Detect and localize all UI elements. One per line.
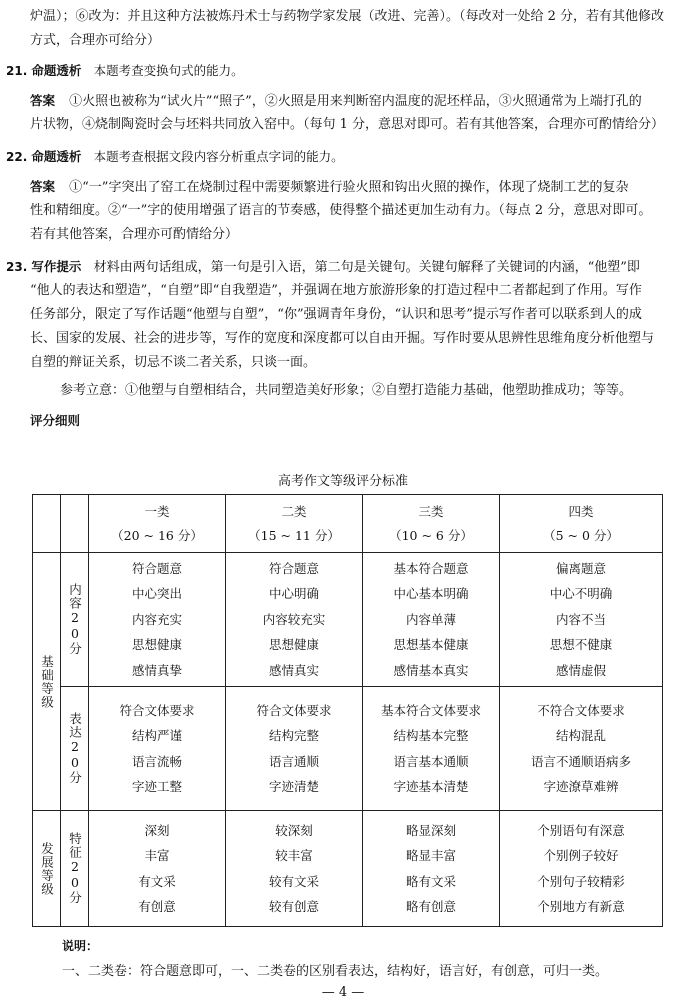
- table-cell: 符合文体要求 结构完整 语言通顺 字迹清楚: [226, 687, 363, 811]
- scoring-heading: 评分细则: [30, 413, 81, 428]
- table-row: [33, 811, 663, 927]
- intro-line: 方式，合理亦可给分）: [30, 33, 161, 48]
- group-label-cell: [33, 553, 61, 811]
- header-blank-cell: [61, 495, 89, 553]
- reference-ideas: 参考立意：①他塑与自塑相结合，共同塑造美好形象；②自塑打造能力基础，他塑助推成功；等等。: [60, 383, 633, 398]
- row-label-cell: [61, 811, 89, 927]
- table-cell: 个别语句有深意 个别例子较好 个别句子较精彩 个别地方有新意: [500, 811, 663, 927]
- intro-line: 炉温）；⑥改为：并且这种方法被炼丹术士与药物学家发展（改进、完善）。（每改对一处给 2 分，若有其他修改: [30, 9, 665, 24]
- section-tag: 命题透析: [31, 63, 82, 78]
- row-label-cell: [61, 553, 89, 687]
- answer-text: ①“一”字突出了窑工在烧制过程中需要频繁进行验火照和钩出火照的操作，体现了烧制工艺的复杂: [69, 180, 629, 195]
- answer-line: [30, 176, 670, 199]
- group-label: 基础等级: [39, 654, 55, 709]
- table-cell: 基本符合文体要求 结构基本完整 语言基本通顺 字迹基本清楚: [363, 687, 500, 811]
- question-number: 22.: [6, 150, 28, 164]
- writing-prompt-line: 长、国家的发展、社会的进步等，写作的宽度和深度都可以自由开掘。写作时要从思辨性思维角度分析他塑与: [30, 331, 655, 346]
- section-tag: 写作提示: [31, 259, 82, 274]
- table-title: 高考作文等级评分标准: [277, 474, 408, 489]
- header-cell: 四类 （5 ~ 0 分）: [500, 495, 663, 553]
- table-cell: 不符合文体要求 结构混乱 语言不通顺语病多 字迹潦草难辨: [500, 687, 663, 811]
- writing-prompt-line: 任务部分，限定了写作话题“他塑与自塑”，“你”强调青年身份，“认识和思考”提示写作者可以联系到人的成: [30, 307, 642, 322]
- row-label: 表达20分: [67, 712, 83, 785]
- header-cell: 一类 （20 ~ 16 分）: [89, 495, 226, 553]
- question-21-header: [6, 60, 646, 83]
- table-header-row: [33, 495, 663, 553]
- group-label: 发展等级: [39, 841, 55, 896]
- table-cell: 符合文体要求 结构严谨 语言流畅 字迹工整: [89, 687, 226, 811]
- table-cell: 偏离题意 中心不明确 内容不当 思想不健康 感情虚假: [500, 553, 663, 687]
- group-label-cell: [33, 811, 61, 927]
- answer-label: 答案: [30, 93, 56, 108]
- table-row: [33, 553, 663, 687]
- question-description: 本题考查根据文段内容分析重点字词的能力。: [93, 149, 344, 164]
- table-row: [33, 687, 663, 811]
- notes-title: 说明：: [62, 939, 99, 953]
- table-cell: 基本符合题意 中心基本明确 内容单薄 思想基本健康 感情基本真实: [363, 553, 500, 687]
- table-cell: 符合题意 中心明确 内容较充实 思想健康 感情真实: [226, 553, 363, 687]
- page-number: — 4 —: [321, 985, 365, 1000]
- notes-text: 一、二类卷：符合题意即可，一、二类卷的区别看表达，结构好，语言好，有创意，可归一类。: [62, 964, 609, 979]
- header-cell: 二类 （15 ~ 11 分）: [226, 495, 363, 553]
- writing-prompt-text: 材料由两句话组成，第一句是引入语，第二句是关键句。关键句解释了关键词的内涵，“他塑”即: [93, 260, 640, 275]
- answer-line: 片状物，④烧制陶瓷时会与坯料共同放入窑中。（每句 1 分，意思对即可。若有其他答案，合理亦可酌情给分）: [30, 117, 665, 132]
- question-22-header: [6, 146, 646, 169]
- row-label: 内容20分: [67, 583, 83, 656]
- table-cell: 深刻 丰富 有文采 有创意: [89, 811, 226, 927]
- writing-prompt-line: 自塑的辩证关系，切忌不谈二者关系，只谈一面。: [30, 355, 317, 370]
- question-number: 21.: [6, 64, 28, 78]
- answer-text: ①火照也被称为“试火片”“照子”，②火照是用来判断窑内温度的泥坯样品，③火照通常为上端打孔的: [69, 94, 642, 109]
- section-tag: 命题透析: [31, 149, 82, 164]
- table-cell: 略显深刻 略显丰富 略有文采 略有创意: [363, 811, 500, 927]
- row-label: 特征20分: [67, 832, 83, 905]
- question-number: 23.: [6, 260, 28, 274]
- answer-line: 性和精细度。②“一”字的使用增强了语言的节奏感，使得整个描述更加生动有力。（每点 2 分，意思对即可。: [30, 203, 652, 218]
- answer-line: 若有其他答案，合理亦可酌情给分）: [30, 227, 239, 242]
- question-description: 本题考查变换句式的能力。: [93, 63, 244, 78]
- question-23-header: [6, 256, 646, 279]
- header-cell: 三类 （10 ~ 6 分）: [363, 495, 500, 553]
- writing-prompt-line: “他人的表达和塑造”，“自塑”即“自我塑造”，并强调在地方旅游形象的打造过程中二者都起到了作用。写作: [30, 283, 642, 298]
- scoring-rubric-table: [32, 494, 663, 927]
- header-blank-cell: [33, 495, 61, 553]
- table-cell: 符合题意 中心突出 内容充实 思想健康 感情真挚: [89, 553, 226, 687]
- answer-label: 答案: [30, 179, 56, 194]
- row-label-cell: [61, 687, 89, 811]
- answer-line: [30, 90, 670, 113]
- table-cell: 较深刻 较丰富 较有文采 较有创意: [226, 811, 363, 927]
